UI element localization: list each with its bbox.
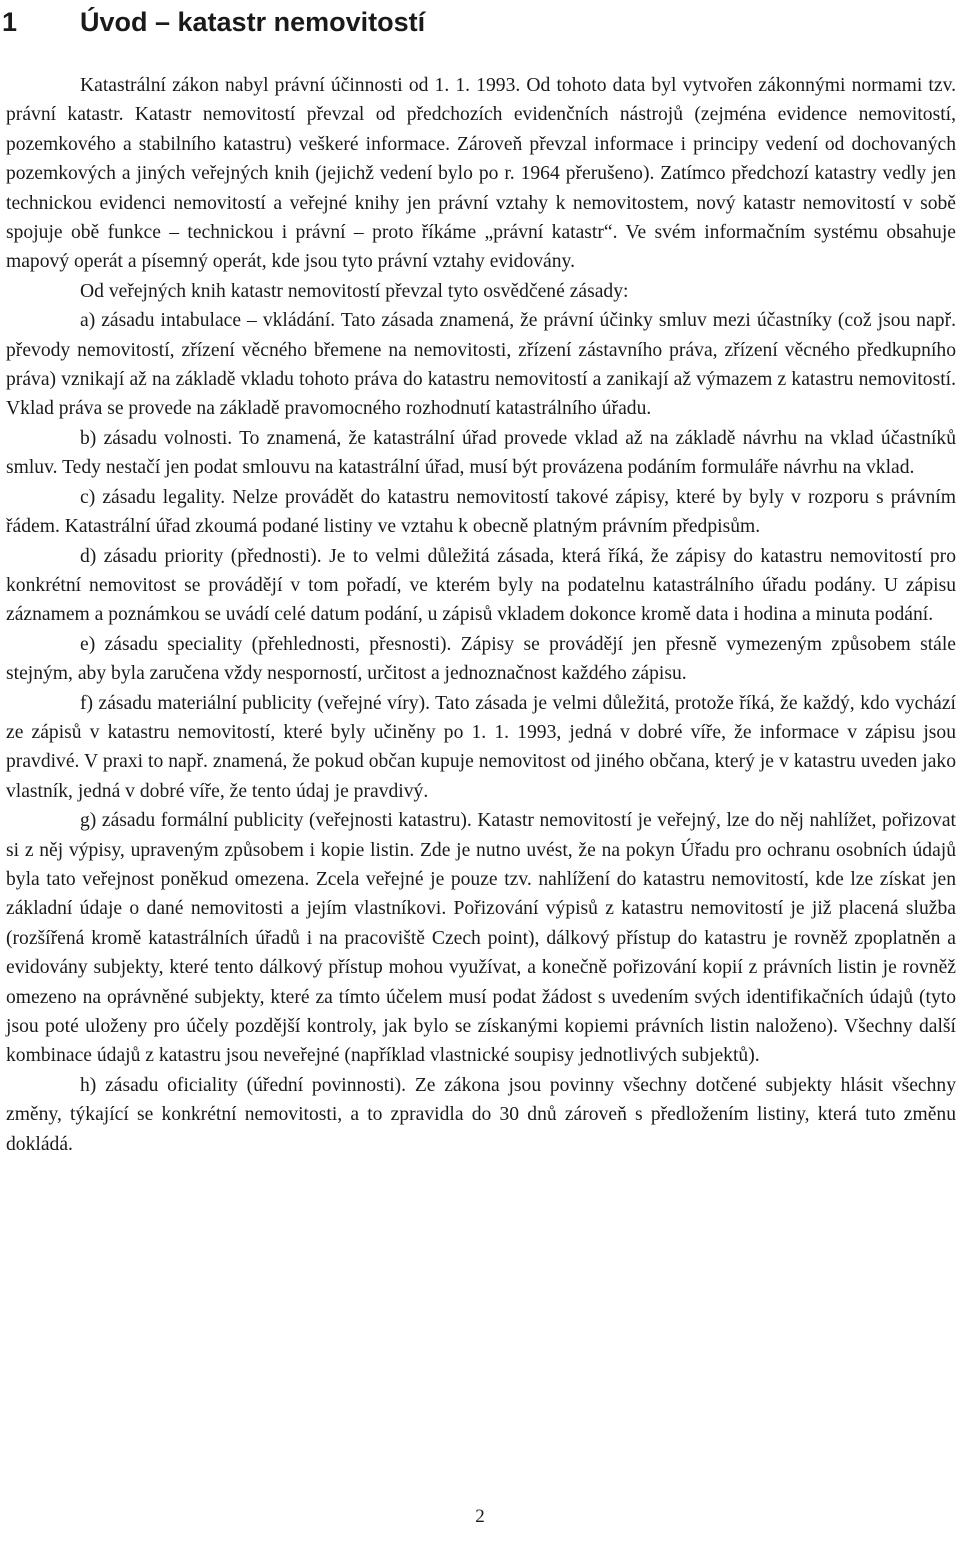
paragraph-principles-lead: Od veřejných knih katastr nemovitostí převzal tyto osvědčené zásady: [80,280,629,302]
paragraph-principle-a: a) zásadu intabulace – vkládání. Tato zásada znamená, že právní účinky smluv mezi účastníky (což jsou např. převody nemovitostí, zřízení věcného břemene na nemovitosti, zřízení zástavního práva, zřízení věcného předkupního práva) vznikají až na základě vkladu tohoto práva do katastru nemovitostí a zanikají až výmazem z katastru nemovitostí. Vklad práva se provede na základě pravomocného rozhodnutí katastrálního úřadu. [6,310,956,420]
paragraph-principle-h: h) zásadu oficiality (úřední povinnosti). Ze zákona jsou povinny všechny dotčené subjekty hlásit všechny změny, týkající se konkrétní nemovitosti, a to zpravidla do 30 dnů zároveň s předložením listiny, která tuto změnu dokládá. [6,1074,956,1155]
chapter-title: Úvod – katastr nemovitostí [80,7,426,37]
paragraph-principle-b: b) zásadu volnosti. To znamená, že katastrální úřad provede vklad až na základě návrhu na vklad účastníků smluv. Tedy nestačí jen podat smlouvu na katastrální úřad, musí být provázena podáním formuláře návrhu na vklad. [6,427,956,479]
chapter-number: 1 [2,7,18,37]
paragraph-principle-e: e) zásadu speciality (přehlednosti, přesnosti). Zápisy se provádějí jen přesně vymezeným způsobem stále stejným, aby byla zaručena vždy nesporností, určitost a jednoznačnost každého zápisu. [6,633,956,685]
paragraph-intro: Katastrální zákon nabyl právní účinnosti od 1. 1. 1993. Od tohoto data byl vytvořen zákonnými normami tzv. právní katastr. Katastr nemovitostí převzal od předchozích evidenčních nástrojů (zejména evidence nemovitostí, pozemkového a stabilního katastru) veškeré informace. Zároveň převzal informace i principy vedení od dochovaných pozemkových a jiných veřejných knih (jejichž vedení bylo po r. 1964 přerušeno). Zatímco předchozí katastry vedly jen technickou evidenci nemovitostí a veřejné knihy jen právní vztahy k nemovitostem, nový katastr nemovitostí v sobě spojuje obě funkce – technickou i právní – proto říkáme „právní katastr“. Ve svém informačním systému obsahuje mapový operát a písemný operát, kde jsou tyto právní vztahy evidovány. [6,75,956,273]
paragraph-principle-c: c) zásadu legality. Nelze provádět do katastru nemovitostí takové zápisy, které by byly v rozporu s právním řádem. Katastrální úřad zkoumá podané listiny ve vztahu k obecně platným právním předpisům. [6,486,956,538]
body-text [6,71,956,1159]
paragraph-principle-g: g) zásadu formální publicity (veřejnosti katastru). Katastr nemovitostí je veřejný, lze do něj nahlížet, pořizovat si z něj výpisy, upraveným způsobem i kopie listin. Zde je nutno uvést, že na pokyn Úřadu pro ochranu osobních údajů byla tato veřejnost poněkud omezena. Zcela veřejné je pouze tzv. nahlížení do katastru nemovitostí, kde lze získat jen základní údaje o dané nemovitosti a jejím vlastníkovi. Pořizování výpisů z katastru nemovitostí je již placená služba (rozšířená kromě katastrálních úřadů i na pracoviště Czech point), dálkový přístup do katastru je rovněž zpoplatněn a evidovány subjekty, které tento dálkový přístup mohou využívat, a konečně pořizování kopií z právních listin je rovněž omezeno na oprávněné subjekty, které za tímto účelem musí podat žádost s uvedením svých identifikačních údajů (tyto jsou poté uloženy pro účely pozdější kontroly, jak bylo se získanými kopiemi právních listin naloženo). Všechny další kombinace údajů z katastru jsou neveřejné (například vlastnické soupisy jednotlivých subjektů). [6,810,956,1067]
paragraph-principle-d: d) zásadu priority (přednosti). Je to velmi důležitá zásada, která říká, že zápisy do katastru nemovitostí pro konkrétní nemovitost se provádějí v tom pořadí, ve kterém byly na podatelnu katastrálního úřadu podány. U zápisu záznamem a poznámkou se uvádí celé datum podání, u zápisů vkladem dokonce kromě data i hodina a minuta podání. [6,545,956,626]
page-number: 2 [475,1506,485,1527]
chapter-heading [2,0,425,44]
paragraph-principle-f: f) zásadu materiální publicity (veřejné víry). Tato zásada je velmi důležitá, protože říká, že každý, kdo vychází ze zápisů v katastru nemovitostí, které byly učiněny po 1. 1. 1993, jedná v dobré víře, že informace v zápisu jsou pravdivé. V praxi to např. znamená, že pokud občan kupuje nemovitost od jiného občana, který je v katastru uveden jako vlastník, jedná v dobré víře, že tento údaj je pravdivý. [6,692,956,802]
